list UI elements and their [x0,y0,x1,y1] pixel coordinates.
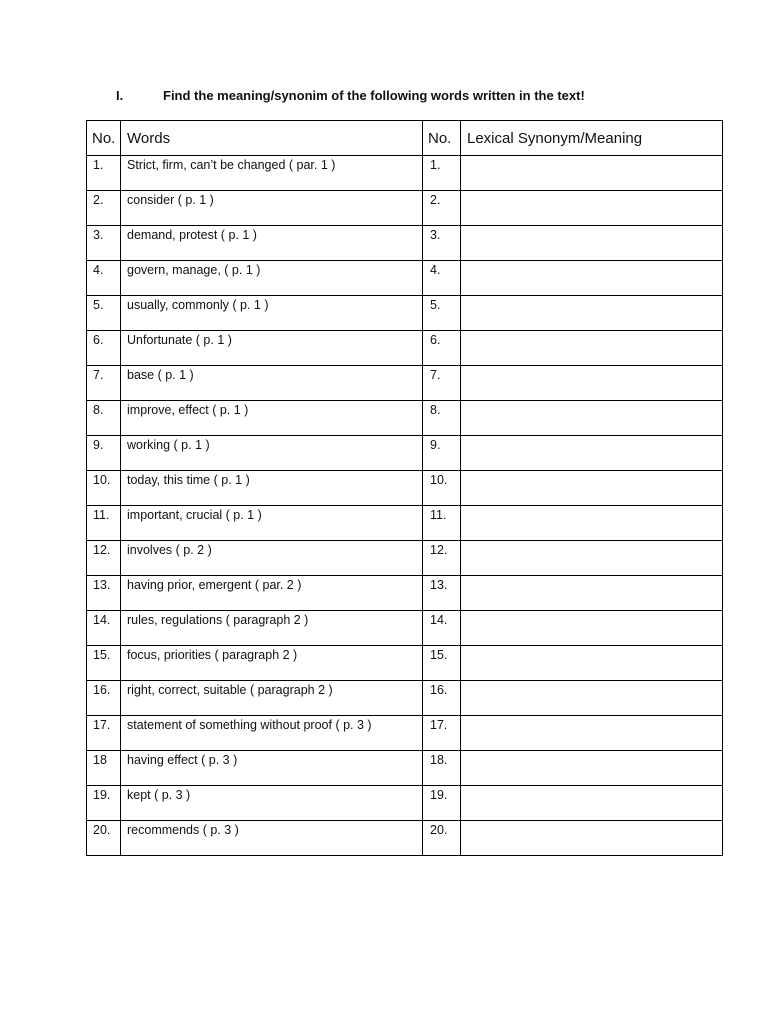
row-answer-cell[interactable] [461,436,723,471]
row-word: focus, priorities ( paragraph 2 ) [121,646,423,681]
table-row [87,366,723,401]
row-word: recommends ( p. 3 ) [121,821,423,856]
row-word: base ( p. 1 ) [121,366,423,401]
header-words: Words [121,121,423,156]
row-word: today, this time ( p. 1 ) [121,471,423,506]
row-word: statement of something without proof ( p. 3 ) [121,716,423,751]
row-number: 9. [87,436,121,471]
row-answer-number: 20. [423,821,461,856]
header-no-answer: No. [423,121,461,156]
row-answer-cell[interactable] [461,226,723,261]
row-word: Strict, firm, can’t be changed ( par. 1 ) [121,156,423,191]
row-answer-cell[interactable] [461,401,723,436]
row-word: demand, protest ( p. 1 ) [121,226,423,261]
row-word: usually, commonly ( p. 1 ) [121,296,423,331]
row-answer-number: 17. [423,716,461,751]
row-number: 11. [87,506,121,541]
row-number: 20. [87,821,121,856]
table-row [87,401,723,436]
table-row [87,541,723,576]
instruction-heading [116,88,736,108]
table-row [87,576,723,611]
row-number: 5. [87,296,121,331]
table-row [87,156,723,191]
row-number: 7. [87,366,121,401]
row-number: 6. [87,331,121,366]
row-answer-cell[interactable] [461,296,723,331]
row-number: 12. [87,541,121,576]
table-row [87,751,723,786]
table-row [87,681,723,716]
row-answer-number: 13. [423,576,461,611]
table-row [87,331,723,366]
row-answer-cell[interactable] [461,191,723,226]
row-word: consider ( p. 1 ) [121,191,423,226]
row-answer-number: 12. [423,541,461,576]
row-answer-cell[interactable] [461,156,723,191]
vocabulary-table [86,120,723,856]
row-answer-cell[interactable] [461,646,723,681]
header-no: No. [87,121,121,156]
row-word: having prior, emergent ( par. 2 ) [121,576,423,611]
row-number: 19. [87,786,121,821]
row-answer-cell[interactable] [461,366,723,401]
row-answer-number: 5. [423,296,461,331]
row-word: kept ( p. 3 ) [121,786,423,821]
table-row [87,786,723,821]
row-answer-number: 8. [423,401,461,436]
row-answer-number: 14. [423,611,461,646]
row-number: 14. [87,611,121,646]
row-answer-cell[interactable] [461,611,723,646]
row-answer-number: 6. [423,331,461,366]
row-number: 1. [87,156,121,191]
row-number: 15. [87,646,121,681]
row-word: Unfortunate ( p. 1 ) [121,331,423,366]
row-number: 4. [87,261,121,296]
row-answer-cell[interactable] [461,576,723,611]
row-answer-number: 18. [423,751,461,786]
table-row [87,716,723,751]
row-answer-number: 1. [423,156,461,191]
instruction-number: I. [116,88,124,103]
table-row [87,296,723,331]
row-answer-number: 4. [423,261,461,296]
row-number: 3. [87,226,121,261]
row-word: important, crucial ( p. 1 ) [121,506,423,541]
row-answer-number: 11. [423,506,461,541]
row-number: 10. [87,471,121,506]
table-header-row [87,121,723,156]
row-answer-cell[interactable] [461,541,723,576]
row-word: working ( p. 1 ) [121,436,423,471]
table-row [87,821,723,856]
row-number: 13. [87,576,121,611]
table-row [87,226,723,261]
table-row [87,261,723,296]
table-row [87,506,723,541]
row-answer-cell[interactable] [461,821,723,856]
table-row [87,471,723,506]
row-answer-number: 2. [423,191,461,226]
row-word: involves ( p. 2 ) [121,541,423,576]
table-row [87,611,723,646]
row-answer-number: 10. [423,471,461,506]
row-number: 17. [87,716,121,751]
row-answer-cell[interactable] [461,681,723,716]
row-answer-cell[interactable] [461,716,723,751]
row-answer-cell[interactable] [461,331,723,366]
row-answer-cell[interactable] [461,751,723,786]
table-row [87,436,723,471]
table-row [87,646,723,681]
table-body [87,156,723,856]
row-number: 2. [87,191,121,226]
row-word: having effect ( p. 3 ) [121,751,423,786]
row-answer-number: 9. [423,436,461,471]
row-number: 8. [87,401,121,436]
row-answer-number: 16. [423,681,461,716]
row-answer-cell[interactable] [461,786,723,821]
row-answer-cell[interactable] [461,506,723,541]
header-meaning: Lexical Synonym/Meaning [461,121,723,156]
row-answer-number: 3. [423,226,461,261]
row-answer-number: 19. [423,786,461,821]
row-word: improve, effect ( p. 1 ) [121,401,423,436]
row-word: right, correct, suitable ( paragraph 2 ) [121,681,423,716]
row-answer-cell[interactable] [461,261,723,296]
row-word: rules, regulations ( paragraph 2 ) [121,611,423,646]
row-answer-number: 7. [423,366,461,401]
instruction-text: Find the meaning/synonim of the following words written in the text! [163,88,585,103]
row-answer-number: 15. [423,646,461,681]
row-word: govern, manage, ( p. 1 ) [121,261,423,296]
row-number: 16. [87,681,121,716]
row-number: 18 [87,751,121,786]
row-answer-cell[interactable] [461,471,723,506]
table-row [87,191,723,226]
